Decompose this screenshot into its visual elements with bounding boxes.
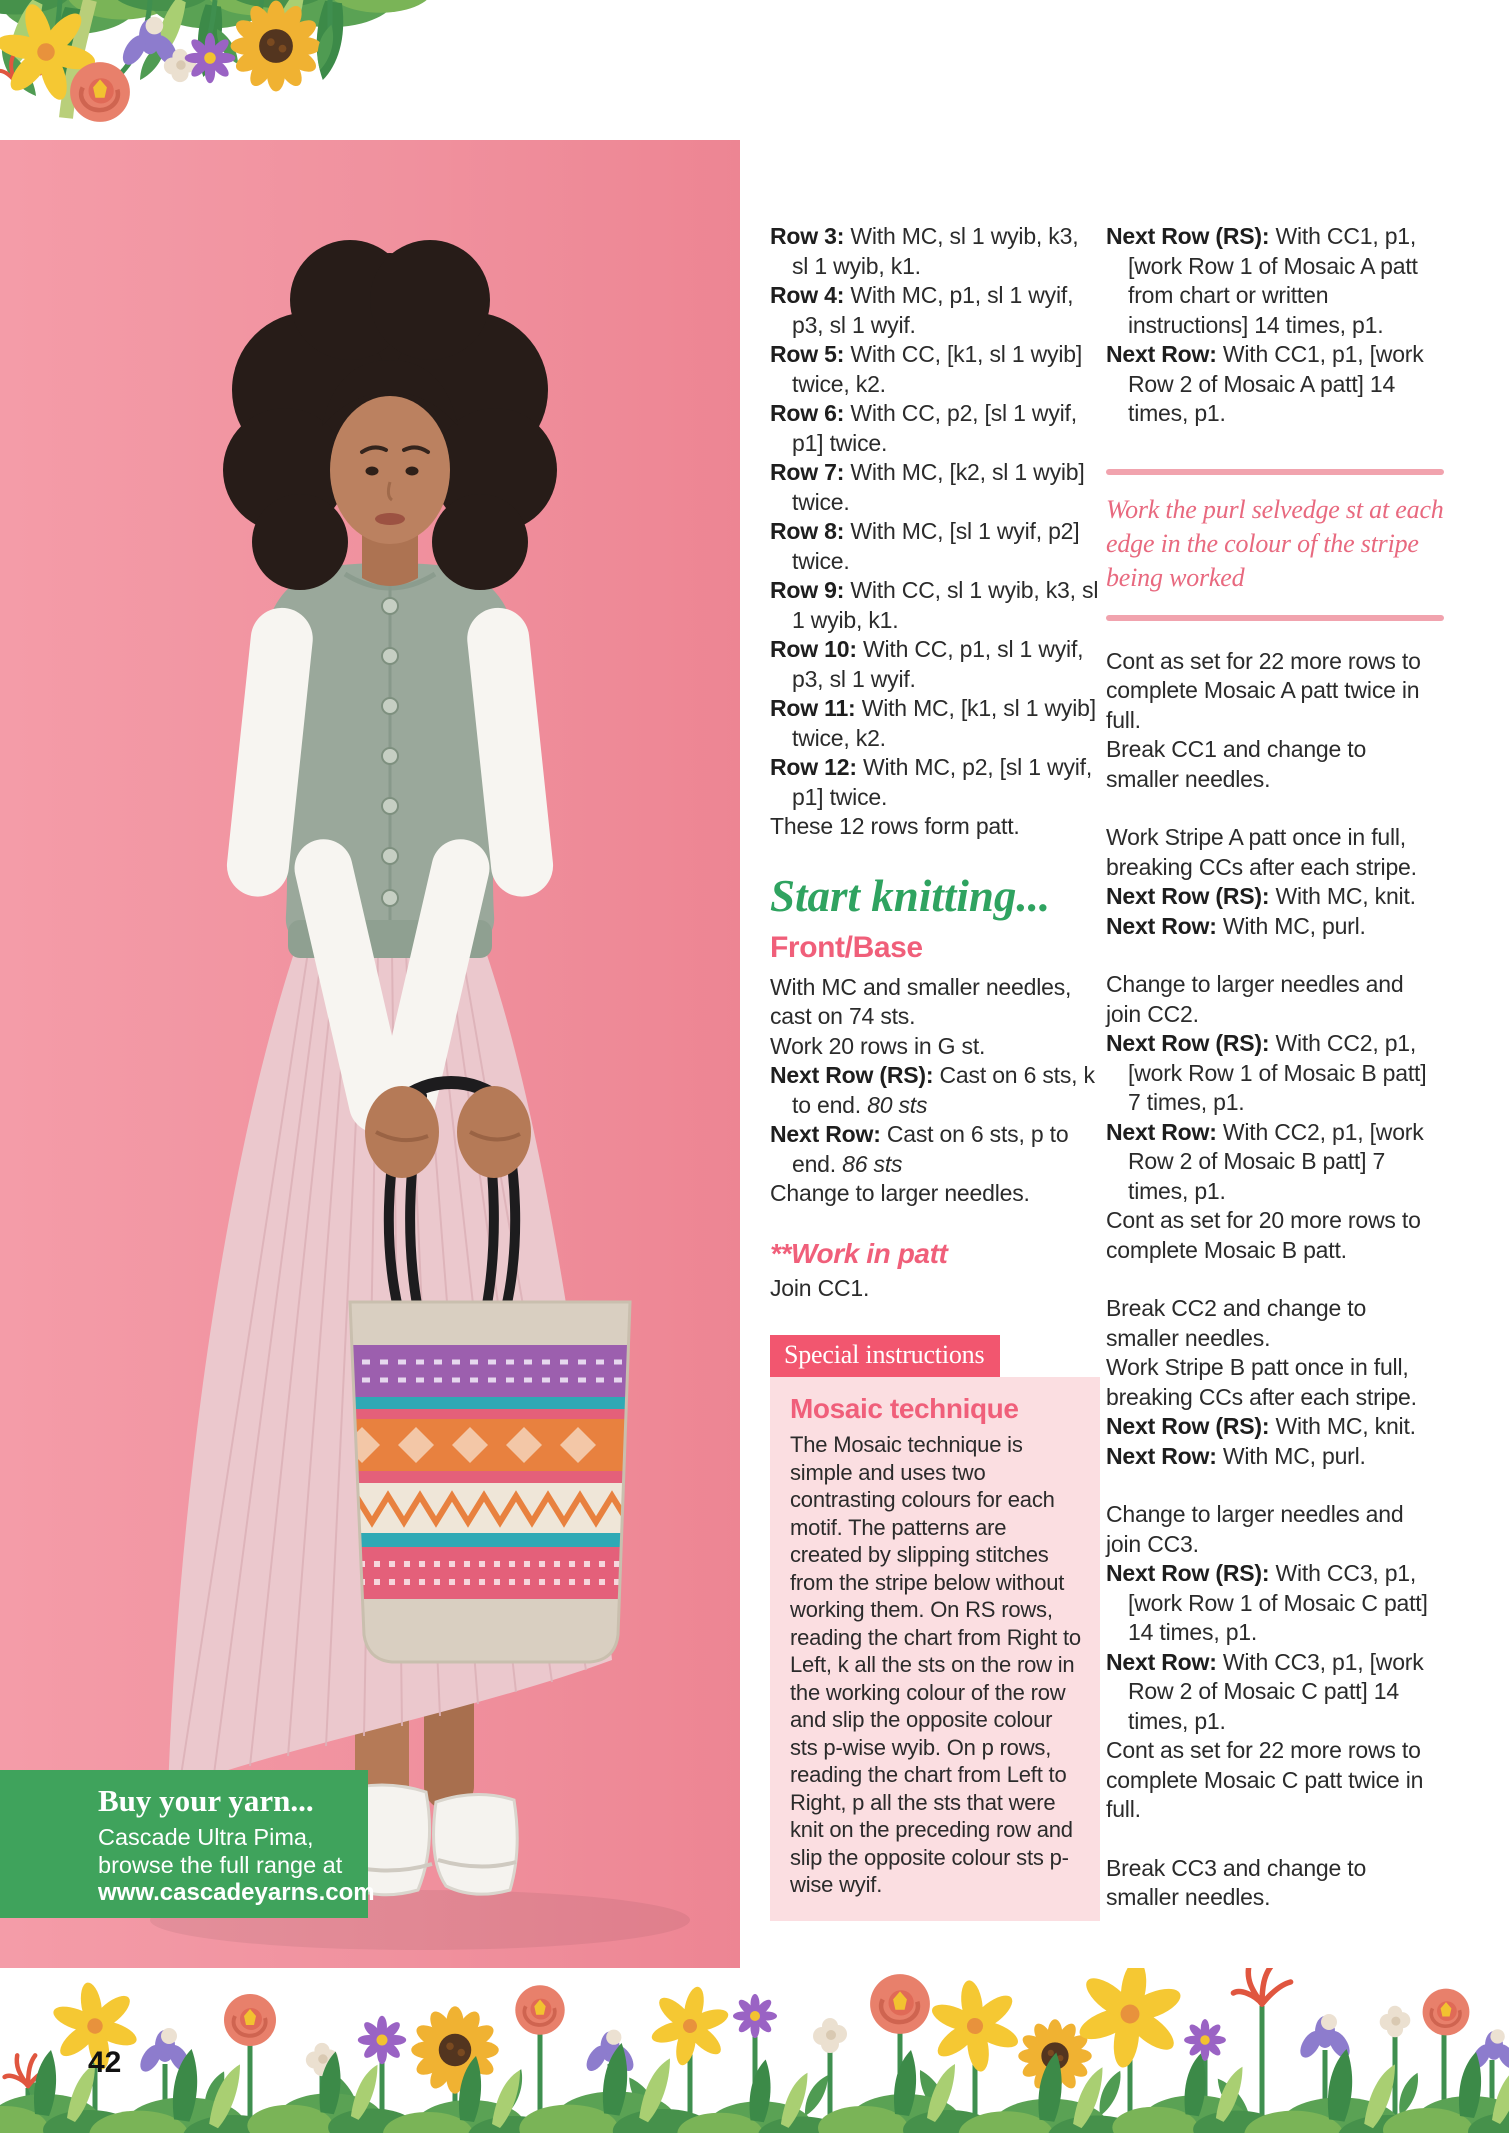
instruction-line: Break CC1 and change to smaller needles.	[1106, 736, 1367, 792]
instruction-line: Cont as set for 20 more rows to complete Mosaic B patt.	[1106, 1207, 1421, 1263]
instruction-line: Next Row (RS): With MC, knit.	[1106, 883, 1416, 909]
work-in-patt-heading: **Work in patt	[770, 1237, 948, 1269]
instruction-line: Next Row (RS): With MC, knit.	[1106, 1413, 1416, 1439]
instruction-line: Row 11: With MC, [k1, sl 1 wyib] twice, k2.	[770, 695, 1096, 751]
mosaic-c-instructions	[1106, 1500, 1444, 1825]
instruction-line: Next Row: With CC1, p1, [work Row 2 of Mosaic A patt] 14 times, p1.	[1106, 341, 1424, 426]
instruction-line: Work Stripe B patt once in full, breaking CCs after each stripe.	[1106, 1354, 1417, 1410]
middle-column	[770, 222, 1100, 1921]
stripe-a-instructions	[1106, 823, 1444, 941]
instruction-line: Row 7: With MC, [k2, sl 1 wyib] twice.	[770, 459, 1085, 515]
pattern-rows	[770, 222, 1100, 842]
instruction-line: Work 20 rows in G st.	[770, 1032, 986, 1059]
instruction-line: Break CC3 and change to smaller needles.	[1106, 1854, 1367, 1910]
instruction-line: Next Row: Cast on 6 sts, p to end. 86 sts	[770, 1121, 1069, 1177]
instruction-line: Row 10: With CC, p1, sl 1 wyif, p3, sl 1 wyif.	[770, 636, 1084, 692]
instruction-line: Next Row (RS): Cast on 6 sts, k to end. 80 sts	[770, 1062, 1095, 1118]
mosaic-a-instructions	[1106, 222, 1444, 429]
instruction-line: Next Row: With CC3, p1, [work Row 2 of Mosaic C patt] 14 times, p1.	[1106, 1648, 1424, 1734]
start-knitting-heading: Start knitting...	[770, 870, 1051, 921]
stripe-b-instructions	[1106, 1294, 1444, 1471]
pink-rule-bottom	[1106, 615, 1444, 621]
pink-rule-top	[1106, 469, 1444, 475]
special-instructions-panel	[770, 1335, 1100, 1921]
instruction-line: Next Row (RS): With CC1, p1, [work Row 1 of Mosaic A patt from chart or written instructions] 14 times, p1.	[1106, 223, 1418, 338]
instruction-line: Row 9: With CC, sl 1 wyib, k3, sl 1 wyib, k1.	[770, 577, 1099, 633]
instruction-line: Cont as set for 22 more rows to complete Mosaic A patt twice in full.	[1106, 647, 1421, 733]
buy-box-url: www.cascadeyarns.com	[98, 1879, 375, 1906]
bottom-flower-meadow	[0, 1968, 1509, 2133]
instruction-line: Row 12: With MC, p2, [sl 1 wyif, p1] twice.	[770, 754, 1093, 810]
instruction-line: With MC and smaller needles, cast on 74 sts.	[770, 973, 1072, 1029]
instruction-line: Next Row: With CC2, p1, [work Row 2 of Mosaic B patt] 7 times, p1.	[1106, 1118, 1424, 1204]
instruction-line: Next Row (RS): With CC3, p1, [work Row 1 of Mosaic C patt] 14 times, p1.	[1106, 1560, 1428, 1645]
instruction-line: Row 3: With MC, sl 1 wyib, k3, sl 1 wyib, k1.	[770, 223, 1079, 279]
model-photo	[0, 140, 740, 1968]
instruction-line: Cont as set for 22 more rows to complete Mosaic C patt twice in full.	[1106, 1737, 1424, 1822]
mosaic-a-cont	[1106, 647, 1444, 795]
buy-box-title: Buy your yarn...	[98, 1783, 314, 1818]
instruction-line: Row 8: With MC, [sl 1 wyif, p2] twice.	[770, 518, 1080, 574]
instruction-line: These 12 rows form patt.	[770, 813, 1020, 839]
buy-box-line1: Cascade Ultra Pima,	[98, 1824, 314, 1850]
instruction-line: Work Stripe A patt once in full, breaking CCs after each stripe.	[1106, 824, 1417, 880]
mosaic-b-instructions	[1106, 970, 1444, 1265]
instruction-line: Next Row: With MC, purl.	[1106, 912, 1366, 939]
break-cc3	[1106, 1854, 1444, 1913]
selvedge-pullquote: Work the purl selvedge st at each edge in the colour of the stripe being worked	[1106, 494, 1444, 592]
instruction-line: Row 4: With MC, p1, sl 1 wyif, p3, sl 1 wyif.	[770, 282, 1074, 338]
mosaic-technique-body: The Mosaic technique is simple and uses two contrasting colours for each motif. The patterns are created by slipping stitches from the stripe below without working them. On RS rows, reading the chart from Right to Left, k all the sts on the row in the working colour of the row and slip the opposite colour sts p-wise wyib. On p rows, reading the chart from Left to Right, p all the sts that were knit on the preceding row and slip the opposite colour sts p-wise wyif.	[790, 1432, 1081, 1897]
instruction-line: Change to larger needles.	[770, 1180, 1030, 1206]
page-number: 42	[88, 2046, 122, 2079]
instruction-line: Change to larger needles and join CC3.	[1106, 1501, 1404, 1557]
buy-your-yarn-box	[0, 1770, 375, 1918]
join-cc1-line: Join CC1.	[770, 1274, 870, 1301]
mosaic-technique-heading: Mosaic technique	[790, 1393, 1019, 1424]
front-base-heading: Front/Base	[770, 930, 923, 964]
instruction-line: Next Row: With MC, purl.	[1106, 1442, 1366, 1469]
mosaic-technique-box	[770, 1377, 1100, 1921]
instruction-line: Row 6: With CC, p2, [sl 1 wyif, p1] twice.	[770, 400, 1077, 456]
front-base-instructions	[770, 973, 1100, 1209]
right-column	[1106, 222, 1444, 1913]
instruction-line: Next Row (RS): With CC2, p1, [work Row 1 of Mosaic B patt] 7 times, p1.	[1106, 1030, 1427, 1115]
instruction-line: Break CC2 and change to smaller needles.	[1106, 1295, 1367, 1351]
instruction-line: Row 5: With CC, [k1, sl 1 wyib] twice, k2.	[770, 341, 1083, 397]
top-flower-cluster	[0, 0, 460, 140]
instruction-line: Change to larger needles and join CC2.	[1106, 971, 1404, 1027]
special-instructions-banner: Special instructions	[770, 1335, 1000, 1377]
mosaic-bag	[340, 1302, 644, 1662]
buy-box-line2: browse the full range at	[98, 1852, 343, 1878]
